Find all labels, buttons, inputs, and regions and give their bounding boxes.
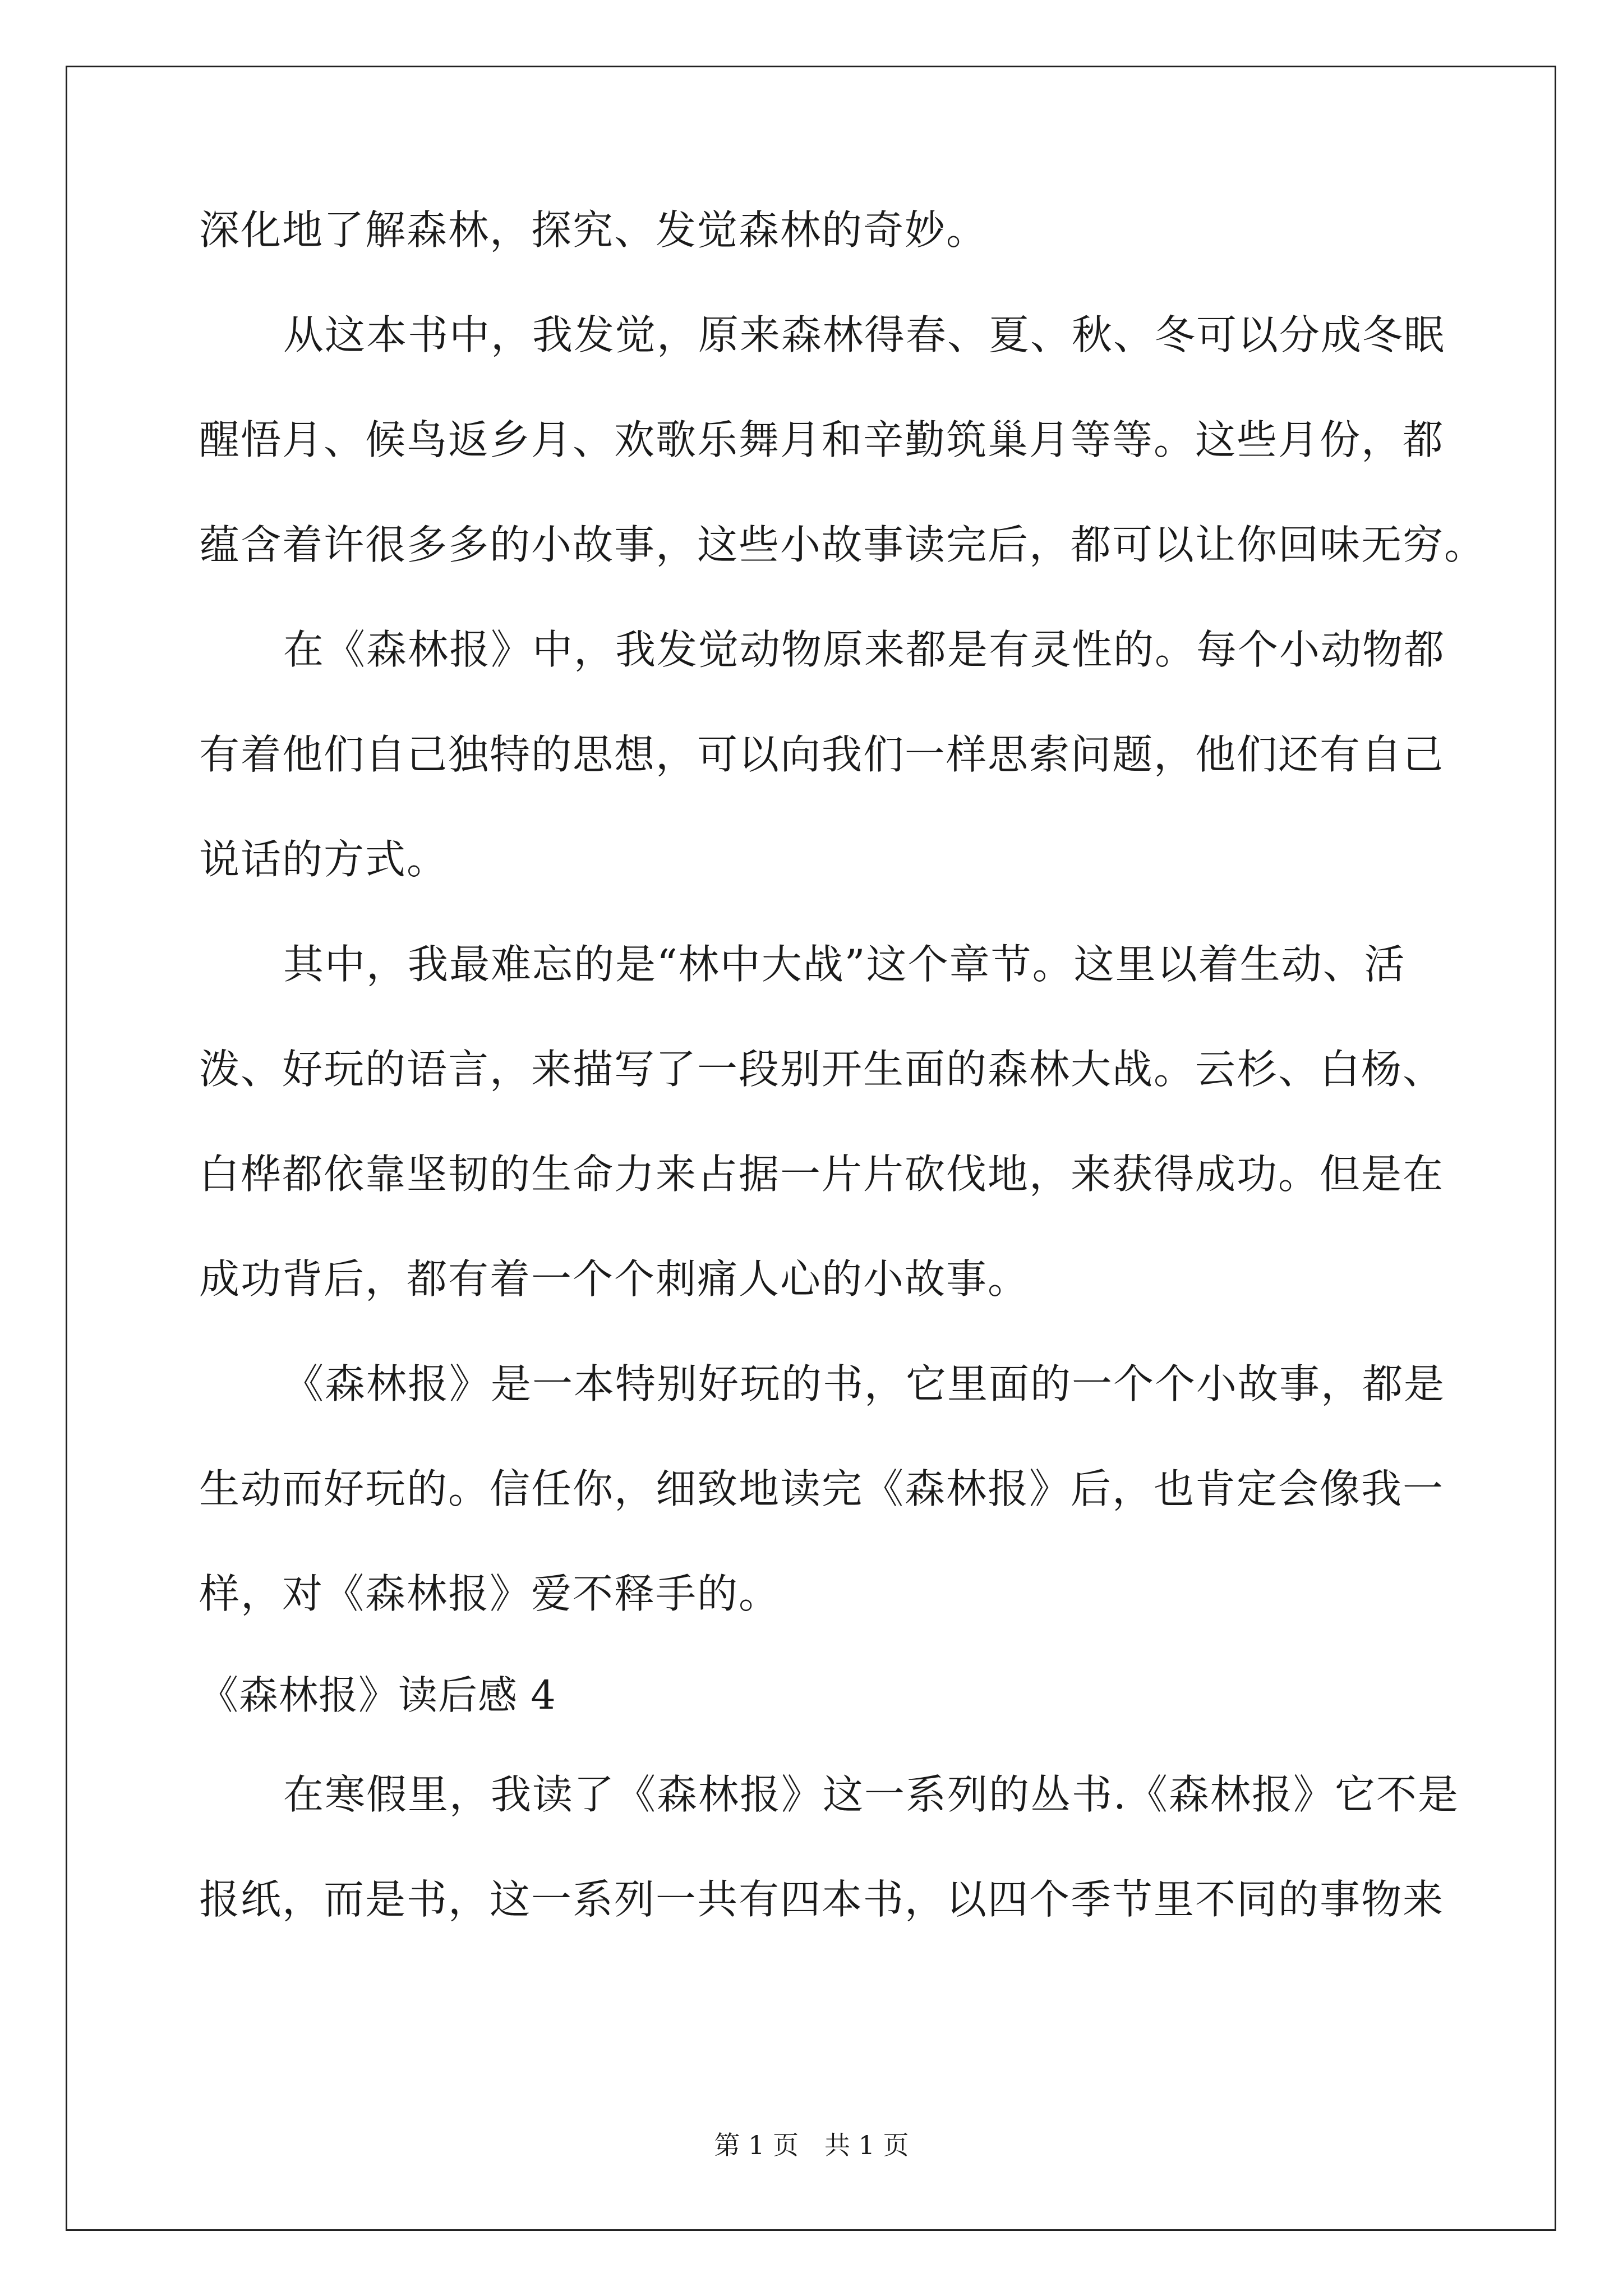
paragraph-start-line: 在《森林报》中，我发觉动物原来都是有灵性的。每个小动物都 bbox=[283, 626, 1446, 673]
page-footer: 第 1 页 共 1 页 bbox=[714, 2130, 909, 2160]
paragraph-start-line: 其中，我最难忘的是“林中大战”这个章节。这里以着生动、活 bbox=[283, 941, 1406, 988]
paragraph-start-line: 从这本书中，我发觉，原来森林得春、夏、秋、冬可以分成冬眠 bbox=[283, 311, 1446, 358]
text-line: 样，对《森林报》爱不释手的。 bbox=[199, 1570, 781, 1617]
text-line: 深化地了解森林，探究、发觉森林的奇妙。 bbox=[199, 206, 988, 254]
text-line: 生动而好玩的。信任你，细致地读完《森林报》后，也肯定会像我一 bbox=[199, 1465, 1445, 1512]
section-heading: 《森林报》读后感 4 bbox=[199, 1672, 556, 1718]
paragraph-start-line: 《森林报》是一本特别好玩的书，它里面的一个个小故事，都是 bbox=[283, 1360, 1446, 1407]
text-line: 有着他们自己独特的思想，可以向我们一样思索问题，他们还有自己 bbox=[199, 731, 1445, 778]
text-line: 泼、好玩的语言，来描写了一段别开生面的森林大战。云杉、白杨、 bbox=[199, 1046, 1445, 1093]
text-line: 白桦都依靠坚韧的生命力来占据一片片砍伐地，来获得成功。但是在 bbox=[199, 1151, 1445, 1198]
text-line: 醒悟月、候鸟返乡月、欢歌乐舞月和辛勤筑巢月等等。这些月份，都 bbox=[199, 416, 1445, 463]
text-line: 成功背后，都有着一个个刺痛人心的小故事。 bbox=[199, 1255, 1030, 1303]
text-line: 报纸，而是书，这一系列一共有四本书，以四个季节里不同的事物来 bbox=[199, 1876, 1445, 1923]
text-line: 蕴含着许很多多的小故事，这些小故事读完后，都可以让你回味无穷。 bbox=[199, 521, 1486, 568]
text-line: 说话的方式。 bbox=[199, 836, 449, 883]
paragraph-start-line: 在寒假里，我读了《森林报》这一系列的丛书.《森林报》它不是 bbox=[283, 1771, 1459, 1818]
